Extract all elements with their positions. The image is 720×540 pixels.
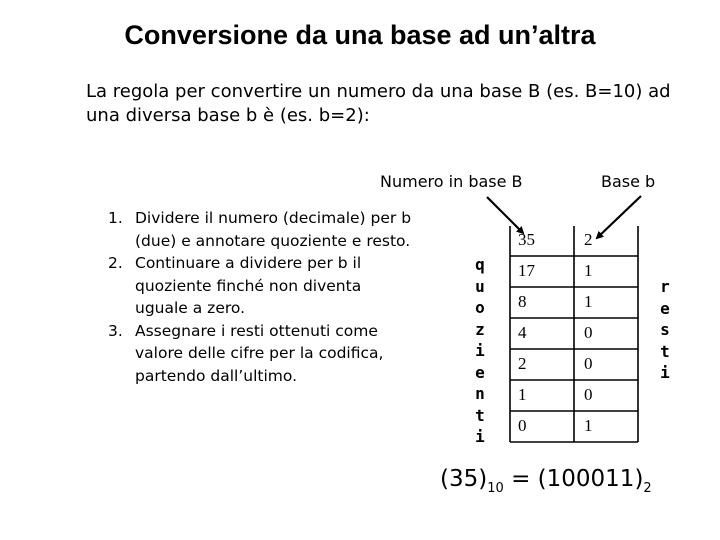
slide-title: Conversione da una base ad un’altra: [124, 20, 596, 50]
resti-letter: t: [660, 341, 670, 361]
quozienti-letter: u: [475, 276, 485, 296]
quozienti-letter: z: [475, 319, 485, 339]
quoziente-cell: 0: [518, 416, 527, 435]
quozienti-letter: q: [475, 255, 485, 274]
resti-letter: r: [660, 277, 670, 296]
quoziente-cell: 1: [518, 385, 527, 404]
step-text: Continuare a dividere per b il quoziente finché non diventa uguale a zero.: [135, 254, 362, 317]
quoziente-cell: 35: [518, 230, 535, 249]
quozienti-letter: e: [475, 362, 485, 382]
step-text: Dividere il numero (decimale) per b (due) e annotare quoziente e resto.: [135, 209, 412, 250]
quozienti-letter: i: [475, 427, 485, 446]
quozienti-letter: n: [475, 384, 485, 403]
quoziente-cell: 8: [518, 292, 527, 311]
step-number: 1.: [108, 209, 123, 227]
quoziente-cell: 17: [518, 261, 535, 280]
resto-cell: 2: [584, 230, 593, 249]
formula-left: (35): [440, 466, 488, 492]
quozienti-letter: o: [475, 298, 485, 317]
resto-cell: 1: [584, 261, 593, 280]
intro-text: La regola per convertire un numero da una base B (es. B=10) ad una diversa base b è (es. b=2):: [86, 81, 671, 126]
quoziente-cell: 4: [518, 323, 527, 342]
resto-cell: 1: [584, 416, 593, 435]
quoziente-cell: 2: [518, 354, 527, 373]
resto-cell: 1: [584, 292, 593, 311]
step-text: Assegnare i resti ottenuti come valore delle cifre per la codifica, partendo dall’ultimo.: [135, 321, 384, 385]
conversion-formula: [440, 466, 652, 496]
quozienti-letter: i: [475, 341, 485, 360]
resto-cell: 0: [584, 385, 593, 404]
quozienti-letter: t: [475, 405, 485, 425]
resto-cell: 0: [584, 323, 593, 342]
step-number: 2.: [108, 254, 123, 272]
resti-letter: e: [660, 298, 670, 318]
formula-right: (100011): [537, 466, 644, 492]
formula-left-base: 10: [487, 481, 504, 496]
label-numero-base-b: Numero in base B: [380, 172, 523, 191]
arrow-to-number: [487, 197, 523, 233]
formula-right-base: 2: [643, 481, 652, 496]
step-number: 3.: [108, 321, 123, 340]
resti-letter: i: [660, 363, 670, 382]
formula-equals: =: [503, 466, 538, 492]
resti-letter: s: [660, 320, 670, 339]
resto-cell: 0: [584, 354, 593, 373]
label-base-b: Base b: [601, 172, 656, 191]
arrow-to-base: [597, 196, 641, 238]
